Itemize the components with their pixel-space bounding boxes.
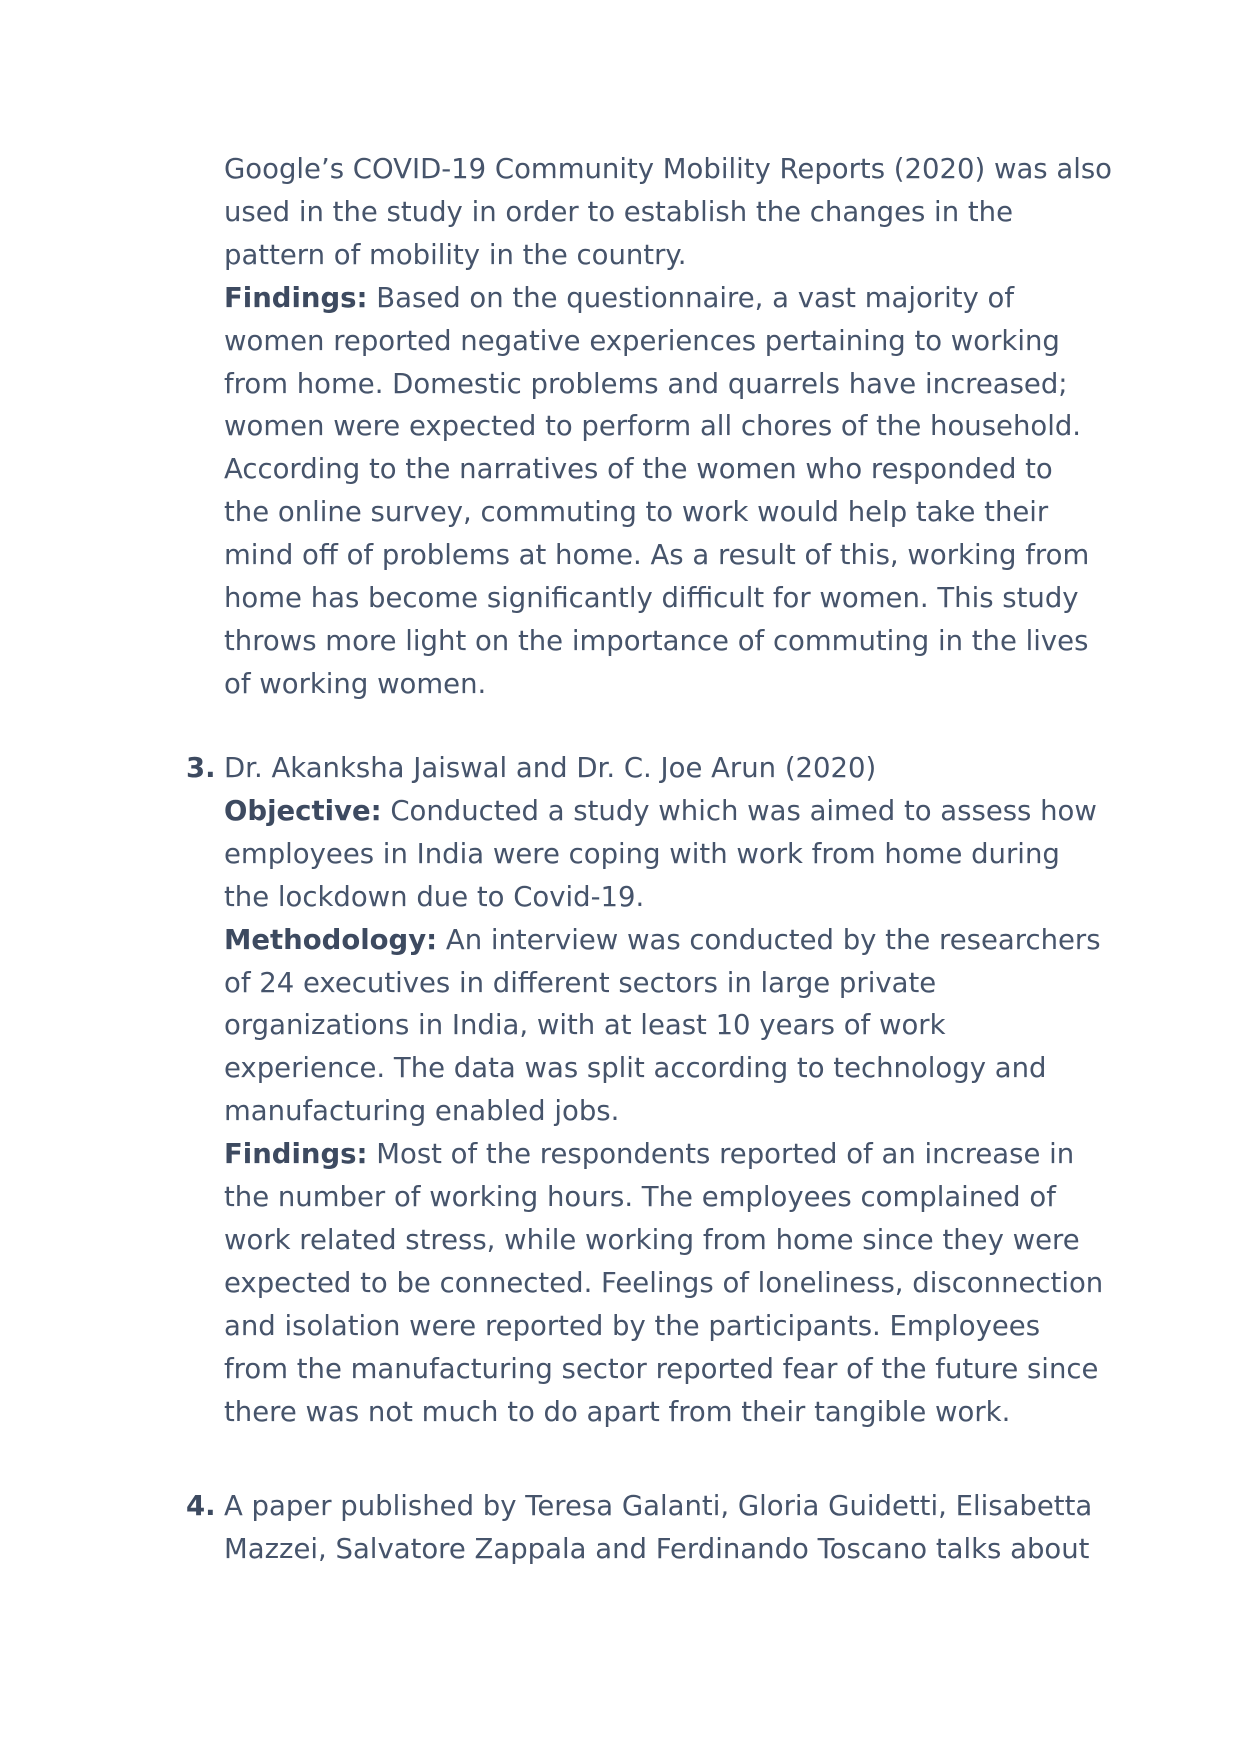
methodology-label: Methodology:: [224, 923, 438, 956]
findings-paragraph: [224, 1133, 1104, 1176]
methodology-paragraph: [224, 919, 1104, 962]
text-line: the online survey, commuting to work would help take their: [224, 496, 1049, 529]
text-line: the lockdown due to Covid-19.: [224, 880, 645, 913]
findings-label: Findings:: [224, 1138, 368, 1171]
text-line: and isolation were reported by the participants. Employees: [224, 1309, 1041, 1342]
text-line: the number of working hours. The employees complained of: [224, 1181, 1056, 1214]
citation: Dr. Akanksha Jaiswal and Dr. C. Joe Arun (2020): [224, 752, 877, 784]
text-line: home has become significantly difficult for women. This study: [224, 582, 1079, 615]
text-line: Google’s COVID-19 Community Mobility Reports (2020) was also: [224, 153, 1113, 185]
text-line: of 24 executives in different sectors in large private: [224, 966, 937, 999]
list-item-4: [224, 1485, 1104, 1571]
text-line: expected to be connected. Feelings of loneliness, disconnection: [224, 1266, 1104, 1299]
list-number: 3.: [186, 752, 216, 784]
findings-text: Most of the respondents reported of an increase in: [367, 1138, 1075, 1171]
text-line: manufacturing enabled jobs.: [224, 1095, 620, 1128]
text-line: throws more light on the importance of commuting in the lives: [224, 624, 1089, 657]
text-line: used in the study in order to establish the changes in the: [224, 195, 1014, 228]
list-item-3: [224, 747, 1104, 1434]
text-line: women were expected to perform all chores of the household.: [224, 410, 1082, 443]
text-line: experience. The data was split according to technology and: [224, 1052, 1047, 1085]
text-line: organizations in India, with at least 10 years of work: [224, 1009, 946, 1042]
text-line: from the manufacturing sector reported fear of the future since: [224, 1352, 1099, 1385]
findings-paragraph: [224, 277, 1104, 320]
text-line: there was not much to do apart from their tangible work.: [224, 1395, 1011, 1428]
findings-label: Findings:: [224, 281, 368, 314]
text-line: According to the narratives of the women who responded to: [224, 453, 1053, 486]
text-line: A paper published by Teresa Galanti, Gloria Guidetti, Elisabetta: [224, 1490, 1093, 1522]
text-line: of working women.: [224, 667, 487, 700]
list-number: 4.: [186, 1490, 216, 1522]
objective-label: Objective:: [224, 794, 382, 827]
methodology-text: An interview was conducted by the researchers: [437, 923, 1101, 956]
text-line: employees in India were coping with work from home during: [224, 837, 1060, 870]
item-2-continuation: [224, 148, 1113, 706]
text-line: women reported negative experiences pertaining to working: [224, 324, 1060, 357]
findings-text: Based on the questionnaire, a vast majority of: [367, 281, 1015, 314]
text-line: Mazzei, Salvatore Zappala and Ferdinando Toscano talks about: [224, 1532, 1090, 1565]
text-line: from home. Domestic problems and quarrels have increased;: [224, 367, 1068, 400]
objective-text: Conducted a study which was aimed to assess how: [381, 794, 1097, 827]
objective-paragraph: [224, 790, 1104, 833]
text-line: pattern of mobility in the country.: [224, 238, 687, 271]
text-line: mind off of problems at home. As a result of this, working from: [224, 539, 1090, 572]
text-line: work related stress, while working from home since they were: [224, 1223, 1080, 1256]
